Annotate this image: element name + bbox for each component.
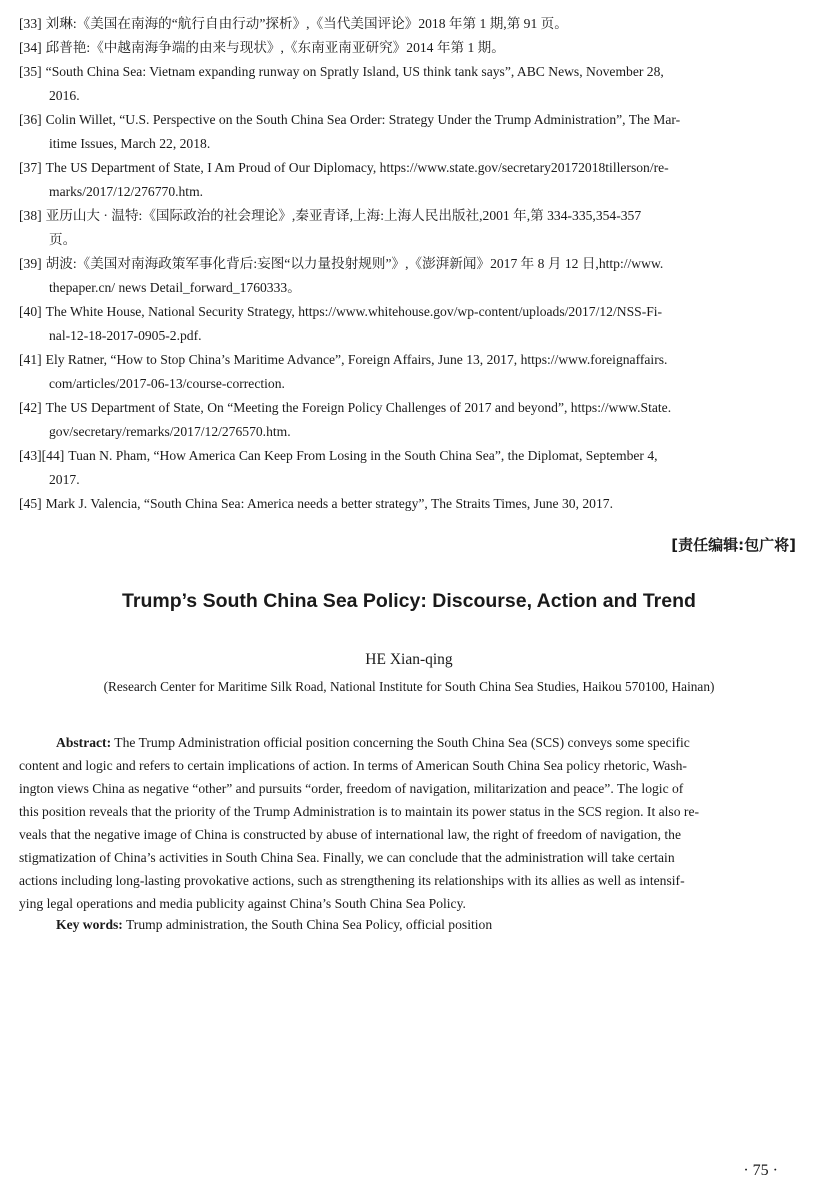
- reference-entry: [19, 348, 803, 372]
- reference-entry: [19, 492, 803, 516]
- author-name: HE Xian-qing: [365, 651, 453, 668]
- reference-number: [39]: [19, 256, 42, 271]
- abstract-text: ington views China as negative “other” and pursuits “order, freedom of navigation, militarization and peace”. The logic of: [19, 781, 684, 796]
- reference-text: Tuan N. Pham, “How America Can Keep From Losing in the South China Sea”, the Diplomat, September 4,: [68, 448, 658, 463]
- reference-text: Mark J. Valencia, “South China Sea: America needs a better strategy”, The Straits Times, June 30, 2017.: [45, 496, 613, 511]
- reference-number: [40]: [19, 304, 42, 319]
- abstract-text: actions including long-lasting provokative actions, such as strengthening its relationships with its allies as well as intensif-: [19, 873, 685, 888]
- abstract-text: veals that the negative image of China is constructed by abuse of international law, the right of freedom of navigation, the: [19, 827, 681, 842]
- reference-text: The US Department of State, I Am Proud of Our Diplomacy, https://www.state.gov/secretary20172018tillerson/re-: [45, 160, 669, 175]
- reference-number: [45]: [19, 496, 42, 511]
- reference-text: Colin Willet, “U.S. Perspective on the South China Sea Order: Strategy Under the Trump Administration”, The Mar-: [45, 112, 681, 127]
- reference-number: [42]: [19, 400, 42, 415]
- reference-entry: [19, 444, 803, 468]
- keywords: [56, 917, 492, 933]
- reference-entry: [19, 204, 803, 228]
- article-title: Trump’s South China Sea Policy: Discourse, Action and Trend: [122, 590, 696, 612]
- keywords-label: Key words:: [56, 917, 123, 932]
- reference-text-continued: 页。: [49, 232, 77, 247]
- reference-number: [41]: [19, 352, 42, 367]
- reference-text: “South China Sea: Vietnam expanding runway on Spratly Island, US think tank says”, ABC News, November 28,: [45, 64, 664, 79]
- reference-entry: [19, 252, 803, 276]
- reference-entry: [19, 12, 803, 36]
- reference-number: [36]: [19, 112, 42, 127]
- reference-number: [33]: [19, 16, 42, 31]
- abstract: [19, 731, 803, 915]
- abstract-text: stigmatization of China’s activities in South China Sea. Finally, we can conclude that the administration will take certain: [19, 850, 675, 865]
- reference-number: [35]: [19, 64, 42, 79]
- abstract-text: ying legal operations and media publicity against China’s South China Sea Policy.: [19, 896, 466, 911]
- reference-number: [34]: [19, 40, 42, 55]
- reference-entry: [19, 300, 803, 324]
- reference-number: [43][44]: [19, 448, 65, 463]
- reference-text: The US Department of State, On “Meeting the Foreign Policy Challenges of 2017 and beyond”, https://www.State.: [45, 400, 672, 415]
- reference-text: 亚历山大 · 温特:《国际政治的社会理论》,秦亚青译,上海:上海人民出版社,2001 年,第 334-335,354-357: [45, 208, 642, 223]
- reference-number: [38]: [19, 208, 42, 223]
- reference-text: Ely Ratner, “How to Stop China’s Maritime Advance”, Foreign Affairs, June 13, 2017, https://www.foreignaffairs.: [45, 352, 668, 367]
- abstract-text: this position reveals that the priority of the Trump Administration is to maintain its power status in the SCS region. It also re-: [19, 804, 700, 819]
- reference-list: [19, 12, 803, 516]
- page-number: · 75 ·: [743, 1162, 778, 1179]
- reference-text: 刘琳:《美国在南海的“航行自由行动”探析》,《当代美国评论》2018 年第 1 期,第 91 页。: [45, 16, 568, 31]
- reference-text: 胡波:《美国对南海政策军事化背后:妄图“以力量投射规则”》,《澎湃新闻》2017 年 8 月 12 日,http://www.: [45, 256, 664, 271]
- editor-note: [责任编辑:包广将]: [671, 536, 796, 554]
- reference-text: 邱普艳:《中越南海争端的由来与现状》,《东南亚南亚研究》2014 年第 1 期。: [45, 40, 505, 55]
- reference-entry: [19, 60, 803, 84]
- reference-text-continued: gov/secretary/remarks/2017/12/276570.htm.: [49, 424, 291, 439]
- abstract-label: Abstract:: [56, 735, 112, 750]
- reference-text-continued: 2017.: [49, 472, 80, 487]
- reference-text: The White House, National Security Strategy, https://www.whitehouse.gov/wp-content/uploads/2017/12/NSS-Fi-: [45, 304, 663, 319]
- reference-entry: [19, 156, 803, 180]
- author-affiliation: (Research Center for Maritime Silk Road, National Institute for South China Sea Studies, Haikou 570100, Hainan): [103, 679, 715, 694]
- reference-text-continued: com/articles/2017-06-13/course-correction.: [49, 376, 285, 391]
- reference-text-continued: itime Issues, March 22, 2018.: [49, 136, 211, 151]
- reference-text-continued: marks/2017/12/276770.htm.: [49, 184, 204, 199]
- reference-text-continued: 2016.: [49, 88, 80, 103]
- abstract-text: content and logic and refers to certain implications of action. In terms of American South China Sea policy rhetoric, Wash-: [19, 758, 687, 773]
- reference-entry: [19, 36, 803, 60]
- reference-text-continued: nal-12-18-2017-0905-2.pdf.: [49, 328, 202, 343]
- reference-number: [37]: [19, 160, 42, 175]
- reference-text-continued: thepaper.cn/ news Detail_forward_1760333。: [49, 280, 301, 295]
- abstract-text: The Trump Administration official position concerning the South China Sea (SCS) conveys some specific: [114, 735, 690, 750]
- keywords-text: Trump administration, the South China Sea Policy, official position: [125, 917, 493, 932]
- reference-entry: [19, 108, 803, 132]
- reference-entry: [19, 396, 803, 420]
